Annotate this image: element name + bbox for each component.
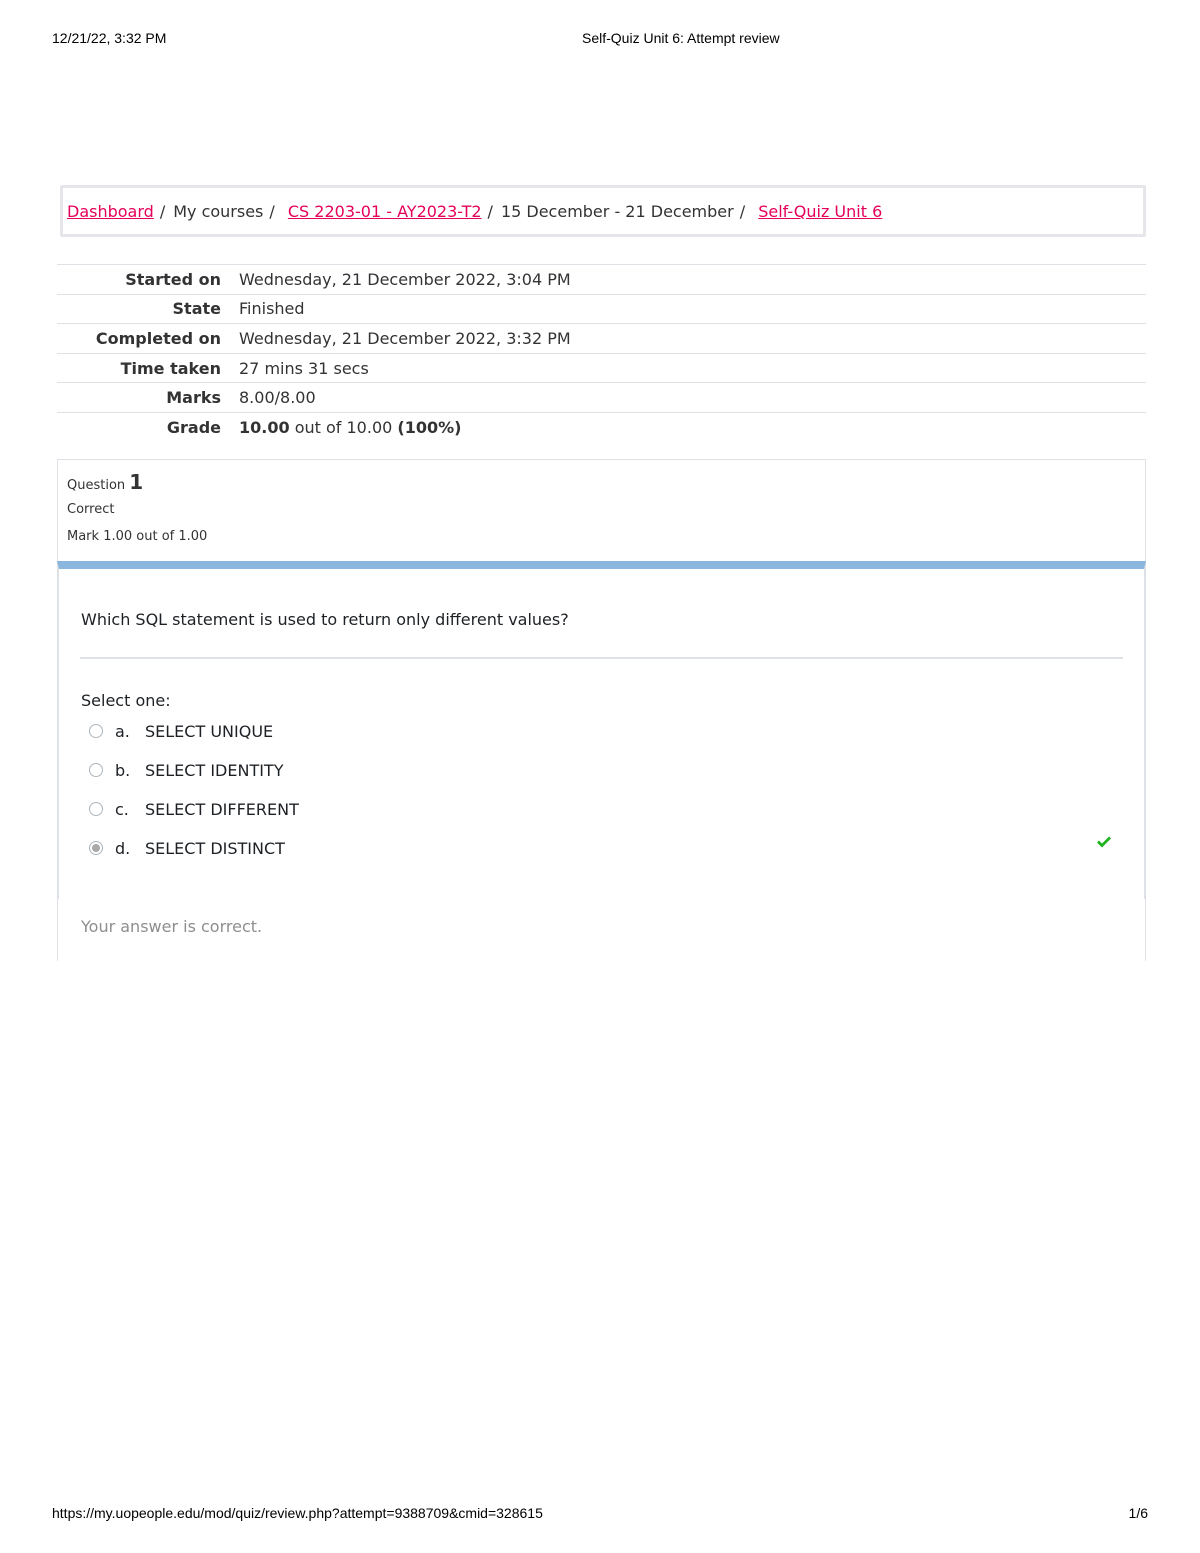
summary-value: 27 mins 31 secs bbox=[239, 358, 369, 378]
question-divider bbox=[80, 657, 1123, 659]
answer-option-c bbox=[89, 797, 299, 821]
question-content bbox=[57, 561, 1146, 899]
breadcrumb-course[interactable]: CS 2203-01 - AY2023-T2 bbox=[287, 202, 482, 221]
answer-option-d bbox=[89, 836, 285, 860]
question-label: Question bbox=[67, 478, 126, 493]
grade-out-of: out of 10.00 bbox=[289, 417, 398, 437]
question-feedback: Your answer is correct. bbox=[57, 897, 1146, 961]
question-number-value: 1 bbox=[129, 470, 144, 494]
answer-option-b bbox=[89, 758, 283, 782]
answer-text: SELECT DISTINCT bbox=[145, 838, 285, 858]
answer-letter: b. bbox=[115, 760, 131, 780]
summary-value: 8.00/8.00 bbox=[239, 388, 316, 408]
print-date: 12/21/22, 3:32 PM bbox=[52, 30, 167, 46]
question-grade: Mark 1.00 out of 1.00 bbox=[67, 529, 208, 544]
breadcrumb-separator: / bbox=[739, 202, 746, 221]
question-text: Which SQL statement is used to return only different values? bbox=[81, 610, 569, 629]
summary-value: Wednesday, 21 December 2022, 3:32 PM bbox=[239, 328, 571, 348]
breadcrumb-quiz[interactable]: Self-Quiz Unit 6 bbox=[758, 202, 883, 221]
question-state: Correct bbox=[67, 502, 115, 517]
summary-row-started bbox=[57, 264, 1146, 294]
attempt-summary bbox=[57, 264, 1146, 442]
breadcrumb-my-courses: My courses bbox=[173, 202, 264, 221]
summary-value: Finished bbox=[239, 299, 305, 319]
radio-button[interactable] bbox=[89, 763, 103, 777]
answer-prompt: Select one: bbox=[81, 691, 171, 710]
answer-text: SELECT IDENTITY bbox=[145, 760, 284, 780]
grade-score: 10.00 bbox=[239, 417, 290, 437]
summary-row-grade bbox=[57, 412, 1146, 442]
answer-text: SELECT DIFFERENT bbox=[145, 799, 299, 819]
answer-letter: c. bbox=[115, 799, 129, 819]
answer-option-a bbox=[89, 719, 273, 743]
breadcrumb-week: 15 December - 21 December bbox=[500, 202, 734, 221]
print-title: Self-Quiz Unit 6: Attempt review bbox=[582, 30, 780, 46]
radio-button[interactable] bbox=[89, 802, 103, 816]
answer-text: SELECT UNIQUE bbox=[145, 721, 274, 741]
answer-letter: a. bbox=[115, 721, 130, 741]
breadcrumb bbox=[60, 185, 1146, 237]
summary-label: Time taken bbox=[120, 358, 221, 378]
print-footer bbox=[52, 1505, 1148, 1523]
summary-label: Completed on bbox=[95, 328, 221, 348]
breadcrumb-separator: / bbox=[159, 202, 166, 221]
breadcrumb-separator: / bbox=[269, 202, 275, 221]
check-icon bbox=[1096, 835, 1112, 849]
print-header bbox=[52, 30, 1148, 48]
question-info bbox=[57, 459, 1146, 563]
summary-label: Marks bbox=[166, 388, 221, 408]
summary-label: State bbox=[172, 299, 221, 319]
summary-row-time-taken bbox=[57, 353, 1146, 383]
summary-row-marks bbox=[57, 382, 1146, 412]
question-number bbox=[67, 470, 1136, 494]
summary-label: Grade bbox=[166, 417, 221, 437]
summary-value: Wednesday, 21 December 2022, 3:04 PM bbox=[239, 269, 571, 289]
breadcrumb-separator: / bbox=[487, 202, 493, 221]
print-page-number: 1/6 bbox=[1128, 1505, 1148, 1521]
radio-button[interactable] bbox=[89, 724, 103, 738]
grade-percent: (100%) bbox=[397, 417, 462, 437]
summary-row-completed bbox=[57, 323, 1146, 353]
summary-row-state bbox=[57, 294, 1146, 324]
summary-value bbox=[223, 418, 461, 437]
print-url: https://my.uopeople.edu/mod/quiz/review.php?attempt=9388709&cmid=328615 bbox=[52, 1505, 543, 1521]
radio-button-selected[interactable] bbox=[89, 841, 103, 855]
summary-label: Started on bbox=[125, 269, 221, 289]
breadcrumb-dashboard[interactable]: Dashboard bbox=[67, 202, 154, 221]
answer-letter: d. bbox=[115, 838, 131, 858]
